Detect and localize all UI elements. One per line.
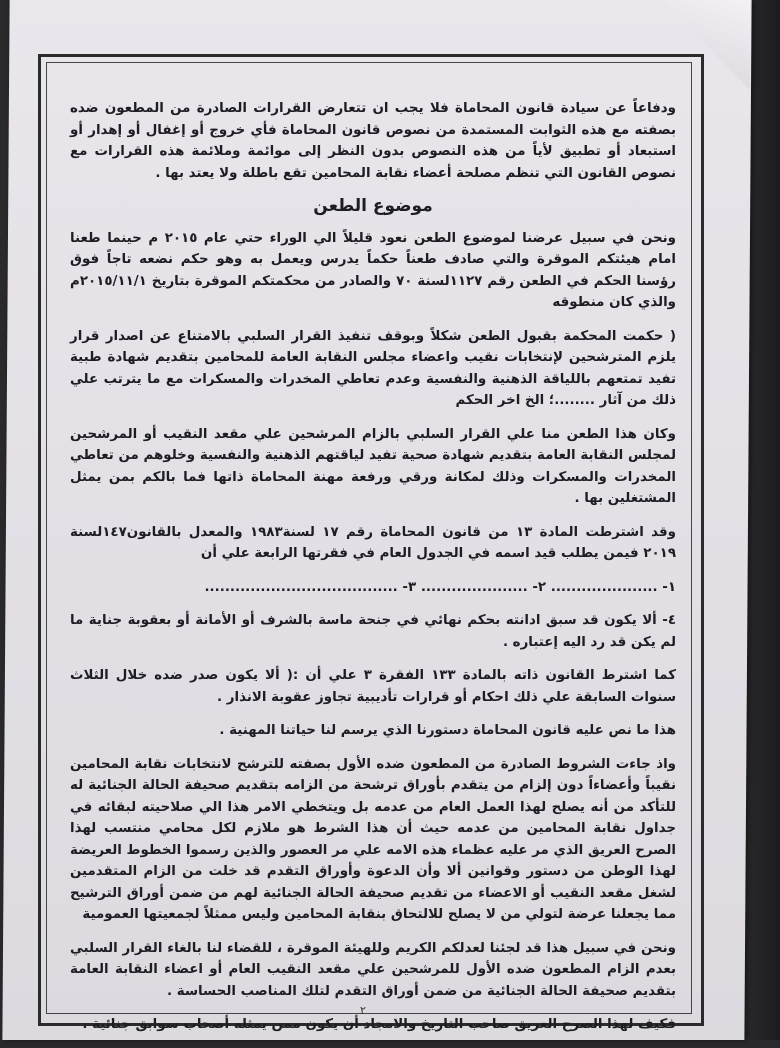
paragraph-ruling-quote: ( حكمت المحكمة بقبول الطعن شكلاً وبوقف تنفيذ القرار السلبي بالامتناع عن اصدار قرار يلزم المترشحين لإنتخابات نقيب واعضاء مجلس النقابة العامة للمحامين بتقديم شهادة طبية تفيد تمتعهم باللياقة الذهنية والنفسية وعدم تعاطي المخدرات والمسكرات مع ما يترتب علي ذلك من آثار ........؛ الخ اخر الحكم xyxy=(70,328,676,408)
section-heading: موضوع الطعن xyxy=(313,196,433,216)
document-body xyxy=(70,98,676,1048)
paragraph-conclusion: فكيف لهذا الصرح العريق صاحب التاريخ والامجاد أن يكون ممن يمثله أصحاب سوابق جنائية . xyxy=(82,1017,676,1032)
numbered-placeholders: ١- ..................... ٢- ..................... ٣- ...................................... xyxy=(204,579,676,595)
paragraph-conditions-issued: واذ جاءت الشروط الصادرة من المطعون ضده الأول بصفته للترشح لانتخابات نقابة المحامين نقيباً وأعضاءاً دون إلزام من يتقدم بأوراق ترشحة من الزامه بتقديم صحيفة الحالة الجنائية له للتأكد من أنه يصلح لهذا العمل العام من عدمه بل ويتخطي الامر هذا الي صلاحيته لبقائه في جداول نقابة المحامين من عدمه حيث أن هذا الشرط هو ملازم لكل محامي منتسب لهذا الصرح العريق الذي مر عليه عظماء هذه الامه علي مر العصور والذين رسموا الخطوط العريضة لهذا الوطن من دستور وقوانين ألا وأن الدعوة وأوراق التقدم قد خلت من الزام المتقدمين لشغل مقعد النقيب أو الاعضاء من تقديم صحيفة الحالة الجنائية لهم من ضمن أوراق الترشيح مما يجعلنا عرضة لتولي من لا يصلح للالتحاق بنقابة المحامين وليس ممثلاً لجمعيتها العمومية xyxy=(70,756,676,922)
paragraph-background: ونحن في سبيل عرضنا لموضوع الطعن نعود قليلاً الي الوراء حتي عام ٢٠١٥ م حينما طعنا امام هيئتكم الموقرة والتي صادف طعناً حكماً يدرس ويعمل به وهو حكم نضعه تاجاً فوق رؤسنا الحكم في الطعن رقم ١١٢٧لسنة ٧٠ والصادر من محكمتكم الموقرة بتاريخ ٢٠١٥/١١/١م والذي كان منطوقه xyxy=(70,230,677,310)
paragraph-article-13: وقد اشترطت المادة ١٣ من قانون المحاماة رقم ١٧ لسنة١٩٨٣ والمعدل بالقانون١٤٧لسنة ٢٠١٩ فيمن يطلب قيد اسمه في الجدول العام في فقرتها الرابعة علي أن xyxy=(70,524,676,561)
paragraph-intro: ودفاعاً عن سيادة قانون المحاماة فلا يجب ان تتعارض القرارات الصادرة من المطعون ضده بصفته مع هذه الثوابت المستمدة من نصوص قانون المحاماة فأي خروج أو إغفال أو إهدار أو استبعاد أو تطبيق لأياً من هذه النصوص بدون النظر إلى موائمة وملائمة هذه القرارات مع نصوص القانون التي تنظم مصلحة أعضاء نقابة المحامين تقع باطلة ولا يعتد بها . xyxy=(70,101,676,181)
paragraph-condition-4: ٤- ألا يكون قد سبق ادانته بحكم نهائي في جنحة ماسة بالشرف أو الأمانة أو بعقوبة جناية ما لم يكن قد رد اليه إعتباره . xyxy=(70,613,676,650)
paragraph-constitution: هذا ما نص عليه قانون المحاماة دستورنا الذي يرسم لنا حياتنا المهنية . xyxy=(219,723,676,738)
paragraph-request: ونحن في سبيل هذا قد لجئنا لعدلكم الكريم وللهيئة الموقرة ، للقضاء لنا بالغاء القرار السلبي بعدم الزام المطعون ضده الأول للمرشحين علي مقعد النقيب العام أو اعضاء النقابة العامة بتقديم صحيفة الحالة الجنائية من ضمن أوراق التقدم لتلك المناصب الحساسة . xyxy=(70,940,676,999)
paragraph-appeal-subject: وكان هذا الطعن منا علي القرار السلبي بالزام المرشحين علي مقعد النقيب أو المرشحين لمجلس النقابة العامة بتقديم شهادة صحية تفيد لياقتهم الذهنية والنفسية وخلوهم من تعاطي المخدرات والمسكرات وذلك لمكانة ورقي ورفعة مهنة المحاماة ذاتها فما بالكم بمن يمثل المشتغلين بها . xyxy=(70,426,676,506)
page-number: ٢ xyxy=(360,1004,366,1017)
paragraph-article-133: كما اشترط القانون ذاته بالمادة ١٣٣ الفقرة ٣ علي أن :( ألا يكون صدر ضده خلال الثلاث سنوات السابقة علي ذلك احكام أو قرارات تأديبية تجاوز عقوبة الانذار . xyxy=(70,668,676,705)
